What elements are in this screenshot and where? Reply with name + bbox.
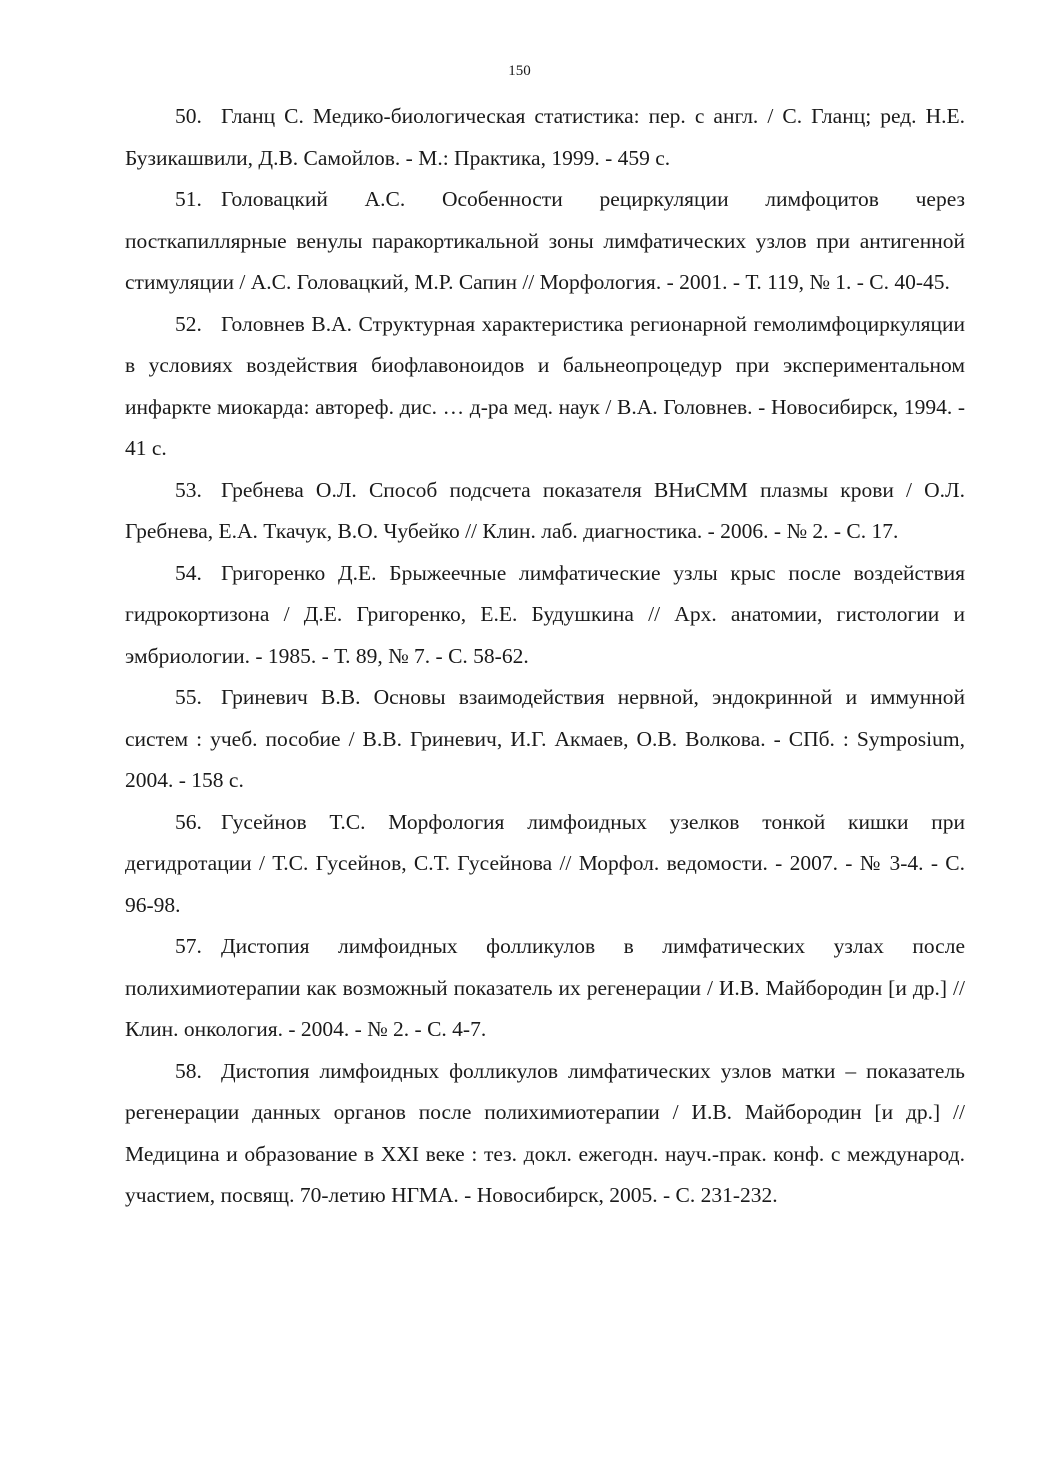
reference-number: 58.: [175, 1058, 202, 1083]
reference-text: Гриневич В.В. Основы взаимодействия нервной, эндокринной и иммунной систем : учеб. пособие / В.В. Гриневич, И.Г. Акмаев, О.В. Волкова. - СПб. : Symposium, 2004. - 158 с.: [125, 685, 965, 792]
reference-item-53: [125, 470, 965, 553]
reference-number: 52.: [175, 311, 202, 336]
reference-item-50: [125, 96, 965, 179]
reference-item-58: [125, 1051, 965, 1217]
reference-item-57: [125, 926, 965, 1051]
reference-item-52: [125, 304, 965, 470]
reference-item-56: [125, 802, 965, 927]
reference-number: 53.: [175, 477, 202, 502]
reference-text: Григоренко Д.Е. Брыжеечные лимфатические узлы крыс после воздействия гидрокортизона / Д.Е. Григоренко, Е.Е. Будушкина // Арх. анатомии, гистологии и эмбриологии. - 1985. - Т. 89, № 7. - С. 58-62.: [125, 560, 965, 668]
reference-text: Головнев В.А. Структурная характеристика регионарной гемолимфоциркуляции в условиях воздействия биофлавоноидов и бальнеопроцедур при экспериментальном инфаркте миокарда: автореф. дис. … д-ра мед. наук / В.А. Головнев. - Новосибирск, 1994. - 41 с.: [125, 311, 965, 460]
reference-number: 57.: [175, 934, 202, 958]
reference-text: Гусейнов Т.С. Морфология лимфоидных узелков тонкой кишки при дегидротации / Т.С. Гусейнов, С.Т. Гусейнова // Морфол. ведомости. - 2007. - № 3-4. - С. 96-98.: [125, 809, 965, 917]
reference-text: Головацкий А.С. Особенности рециркуляции лимфоцитов через посткапиллярные венулы паракортикальной зоны лимфатических узлов при антигенной стимуляции / А.С. Головацкий, М.Р. Сапин // Морфология. - 2001. - Т. 119, № 1. - С. 40-45.: [125, 187, 965, 294]
reference-text: Гланц С. Медико-биологическая статистика: пер. с англ. / С. Гланц; ред. Н.Е. Бузикашвили, Д.В. Самойлов. - М.: Практика, 1999. - 459 с.: [125, 104, 965, 170]
reference-item-55: [125, 677, 965, 802]
reference-number: 54.: [175, 560, 202, 585]
reference-number: 55.: [175, 685, 202, 709]
reference-number: 50.: [175, 104, 202, 128]
reference-text: Дистопия лимфоидных фолликулов лимфатических узлов матки – показатель регенерации данных органов после полихимиотерапии / И.В. Майбородин [и др.] // Медицина и образование в XXI веке : тез. докл. ежегодн. науч.-прак. конф. с международ. участием, посвящ. 70-летию НГМА. - Новосибирск, 2005. - С. 231-232.: [125, 1058, 965, 1207]
page-number: 150: [508, 63, 531, 79]
reference-text: Гребнева О.Л. Способ подсчета показателя ВНиСММ плазмы крови / О.Л. Гребнева, Е.А. Ткачук, В.О. Чубейко // Клин. лаб. диагностика. - 2006. - № 2. - С. 17.: [125, 477, 965, 543]
reference-number: 51.: [175, 187, 202, 211]
reference-list: [125, 96, 965, 1217]
reference-item-51: [125, 179, 965, 304]
reference-number: 56.: [175, 809, 202, 834]
reference-item-54: [125, 553, 965, 678]
reference-text: Дистопия лимфоидных фолликулов в лимфатических узлах после полихимиотерапии как возможный показатель их регенерации / И.В. Майбородин [и др.] // Клин. онкология. - 2004. - № 2. - С. 4-7.: [125, 934, 965, 1041]
